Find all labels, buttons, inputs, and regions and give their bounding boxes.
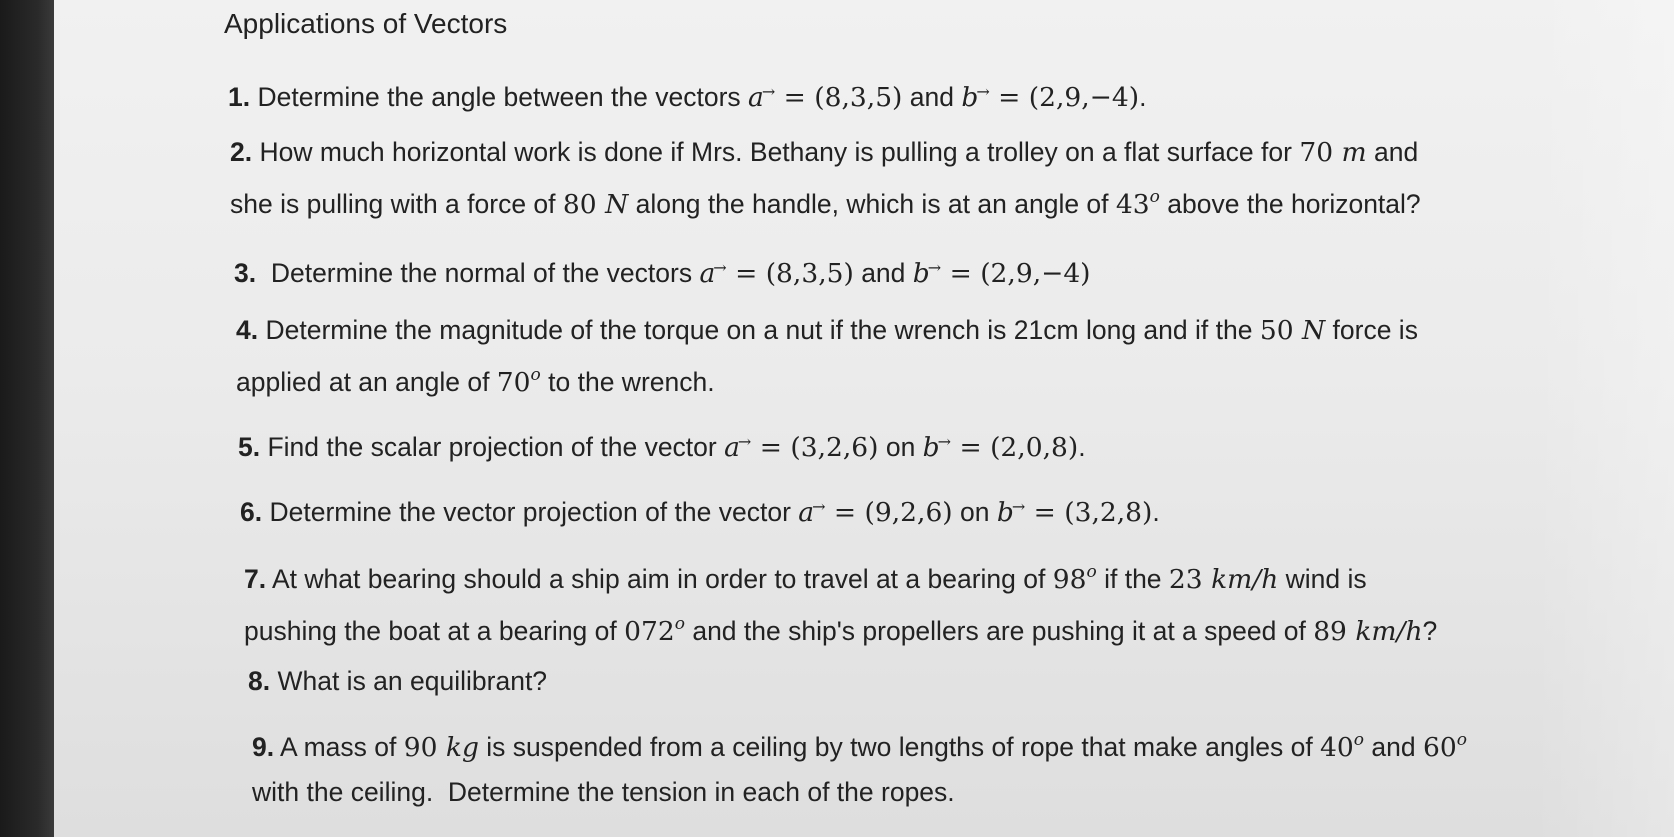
question-number: 8. bbox=[248, 666, 271, 696]
document-page bbox=[54, 0, 1674, 837]
page-title: Applications of Vectors bbox=[224, 8, 508, 39]
question-2: 2. How much horizontal work is done if Mrs. Bethany is pulling a trolley on a flat surface for 70 m and she is pulling with a force of 80 N along the handle, which is at an angle of 43$^o$ above the horizontal? bbox=[230, 137, 1421, 220]
question-number: 1. bbox=[228, 82, 251, 112]
question-number: 7. bbox=[244, 564, 267, 594]
question-1: 1. Determine the angle between the vectors a→ = (8,3,5) and b→ = (2,9,−4). bbox=[228, 82, 1147, 113]
question-number: 3. bbox=[234, 258, 257, 288]
question-number: 6. bbox=[240, 497, 263, 527]
question-4: 4. Determine the magnitude of the torque on a nut if the wrench is 21cm long and if the 50 N force is applied at an angle of 70$^o$ to the wrench. bbox=[236, 315, 1418, 398]
question-3: 3. Determine the normal of the vectors a→ = (8,3,5) and b→ = (2,9,−4) bbox=[234, 258, 1091, 289]
question-7: 7. At what bearing should a ship aim in order to travel at a bearing of 98$^o$ if the 23 km/h wind is pushing the boat at a bearing of 072$^o$ and the ship's propellers are pushing it at a speed of 89 km/h? bbox=[244, 562, 1438, 647]
question-number: 2. bbox=[230, 137, 253, 167]
question-number: 5. bbox=[238, 432, 261, 462]
question-9: 9. A mass of 90 kg is suspended from a ceiling by two lengths of rope that make angles of 40$^o$ and 60$^o$ with the ceiling. Determine the tension in each of the ropes. bbox=[252, 730, 1467, 807]
question-number: 4. bbox=[236, 315, 259, 345]
monitor-bezel bbox=[0, 0, 54, 837]
question-8: 8. What is an equilibrant? bbox=[248, 666, 548, 696]
question-number: 9. bbox=[252, 732, 275, 762]
question-5: 5. Find the scalar projection of the vector a→ = (3,2,6) on b→ = (2,0,8). bbox=[238, 432, 1086, 463]
question-6: 6. Determine the vector projection of the vector a→ = (9,2,6) on b→ = (3,2,8). bbox=[240, 497, 1160, 528]
